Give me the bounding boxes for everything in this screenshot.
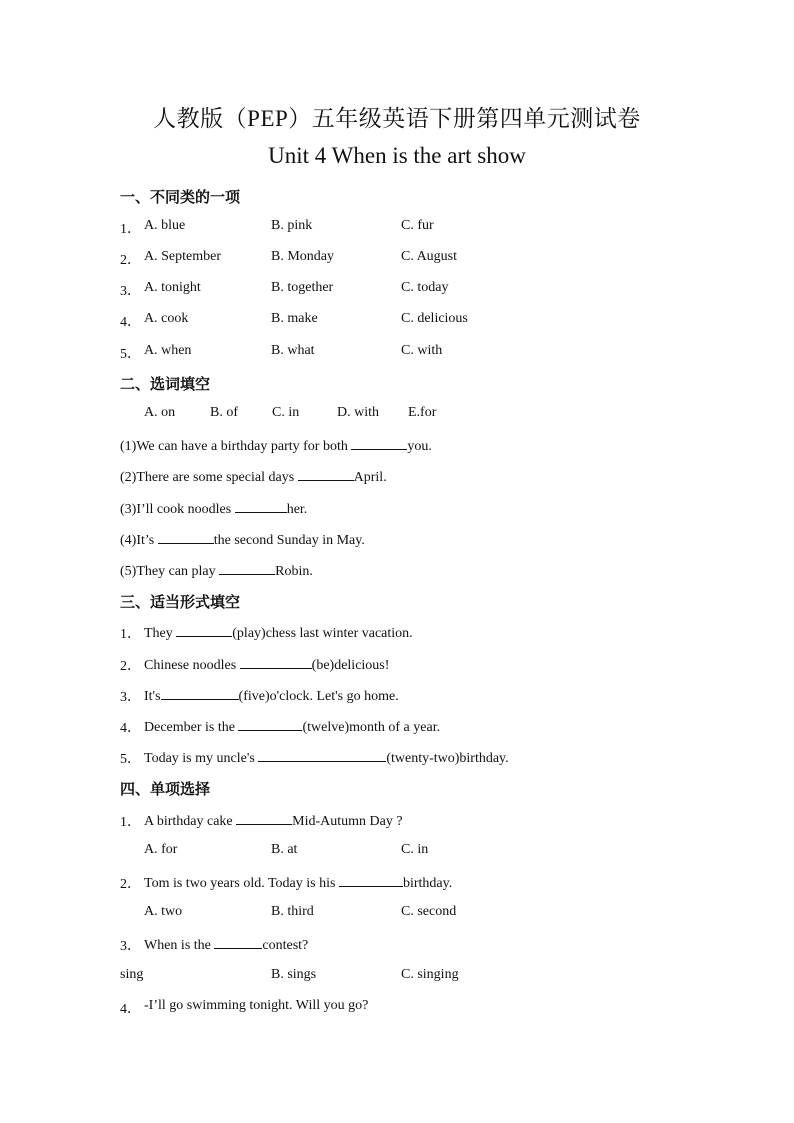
answer-blank[interactable]	[214, 935, 262, 949]
question-number: 1．	[120, 815, 141, 830]
answer-blank[interactable]	[158, 530, 214, 544]
word-option: B. of	[210, 405, 238, 420]
option-c: C. singing	[401, 967, 459, 982]
page-subtitle: Unit 4 When is the art show	[268, 143, 526, 168]
option-a: A. tonight	[144, 280, 201, 295]
answer-blank[interactable]	[258, 748, 386, 762]
sentence-text: Robin.	[275, 564, 313, 579]
option-a: A. September	[144, 249, 221, 264]
sentence-text: (be)delicious!	[311, 658, 390, 673]
answer-blank[interactable]	[339, 873, 403, 887]
sentence-text: birthday.	[402, 876, 453, 891]
option-a: A. when	[144, 343, 192, 358]
sentence-text: -I’ll go swimming tonight. Will you go?	[144, 998, 369, 1013]
sentence-text: They	[144, 626, 177, 641]
sentence-text: the second Sunday in May.	[213, 533, 365, 548]
question-number: 1．	[120, 627, 141, 642]
question-number: 5．	[120, 347, 141, 362]
answer-blank[interactable]	[240, 655, 312, 669]
option-b: B. what	[271, 343, 315, 358]
option-c: C. in	[401, 842, 429, 857]
sentence-text: Today is my uncle's	[144, 751, 259, 766]
question-number: 4．	[120, 1002, 141, 1017]
option-a: sing	[120, 967, 144, 982]
sentence-text: Tom is two years old. Today is his	[144, 876, 339, 891]
sentence-text: When is the	[144, 938, 215, 953]
sentence-text: contest?	[262, 938, 309, 953]
sentence-text: Mid-Autumn Day ?	[292, 814, 403, 829]
option-b: B. make	[271, 311, 318, 326]
sentence-text: (2)There are some special days	[120, 470, 298, 485]
option-a: A. blue	[144, 218, 186, 233]
option-c: C. second	[401, 904, 457, 919]
option-c: C. fur	[401, 218, 434, 233]
sentence-text: (play)chess last winter vacation.	[232, 626, 413, 641]
option-b: B. third	[271, 904, 314, 919]
section-heading-2: 二、选词填空	[120, 375, 211, 393]
question-number: 4．	[120, 315, 141, 330]
page-title: 人教版（PEP）五年级英语下册第四单元测试卷	[153, 106, 641, 131]
fill-sentence-1	[120, 436, 432, 455]
answer-blank[interactable]	[176, 623, 232, 637]
question-number: 2．	[120, 877, 141, 892]
option-c: C. delicious	[401, 311, 468, 326]
sentence-text: December is the	[144, 720, 239, 735]
sentence-text: (five)o'clock. Let's go home.	[238, 689, 399, 704]
sentence-text: A birthday cake	[144, 814, 237, 829]
sentence-text: (twelve)month of a year.	[302, 720, 441, 735]
option-a: A. for	[144, 842, 178, 857]
fill-sentence-5	[120, 561, 313, 580]
answer-blank[interactable]	[298, 467, 354, 481]
sentence-text: (3)I’ll cook noodles	[120, 502, 235, 517]
option-c: C. today	[401, 280, 449, 295]
answer-blank[interactable]	[219, 561, 275, 575]
section-heading-1: 一、不同类的一项	[120, 188, 241, 206]
sentence-text: (twenty-two)birthday.	[386, 751, 509, 766]
question-number: 2．	[120, 253, 141, 268]
option-b: B. together	[271, 280, 334, 295]
option-b: B. sings	[271, 967, 317, 982]
answer-blank[interactable]	[236, 811, 292, 825]
question-number: 4．	[120, 721, 141, 736]
answer-blank[interactable]	[351, 436, 407, 450]
answer-blank[interactable]	[235, 499, 287, 513]
sentence-text: her.	[286, 502, 308, 517]
section-heading-3: 三、适当形式填空	[120, 593, 241, 611]
sentence-text: It's	[144, 689, 161, 704]
word-option: A. on	[144, 405, 176, 420]
option-b: B. at	[271, 842, 298, 857]
option-a: A. two	[144, 904, 183, 919]
word-option: E.for	[408, 405, 437, 420]
question-number: 5．	[120, 752, 141, 767]
fill-sentence-2	[120, 467, 387, 486]
answer-blank[interactable]	[161, 686, 239, 700]
section-heading-4: 四、单项选择	[120, 780, 211, 798]
word-option: C. in	[272, 405, 300, 420]
sentence-text: (5)They can play	[120, 564, 220, 579]
question-number: 2．	[120, 659, 141, 674]
sentence-text: Chinese noodles	[144, 658, 240, 673]
option-b: B. Monday	[271, 249, 334, 264]
option-b: B. pink	[271, 218, 313, 233]
fill-sentence-3	[120, 499, 307, 518]
question-number: 3．	[120, 690, 141, 705]
option-c: C. with	[401, 343, 443, 358]
sentence-text: (4)It’s	[120, 533, 158, 548]
question-number: 3．	[120, 284, 141, 299]
question-number: 1．	[120, 222, 141, 237]
sentence-text: April.	[353, 470, 387, 485]
answer-blank[interactable]	[238, 717, 302, 731]
sentence-text: (1)We can have a birthday party for both	[120, 439, 352, 454]
question-number: 3．	[120, 939, 141, 954]
option-a: A. cook	[144, 311, 189, 326]
option-c: C. August	[401, 249, 458, 264]
sentence-text: you.	[407, 439, 432, 454]
fill-sentence-4	[120, 530, 365, 549]
word-option: D. with	[337, 405, 379, 420]
